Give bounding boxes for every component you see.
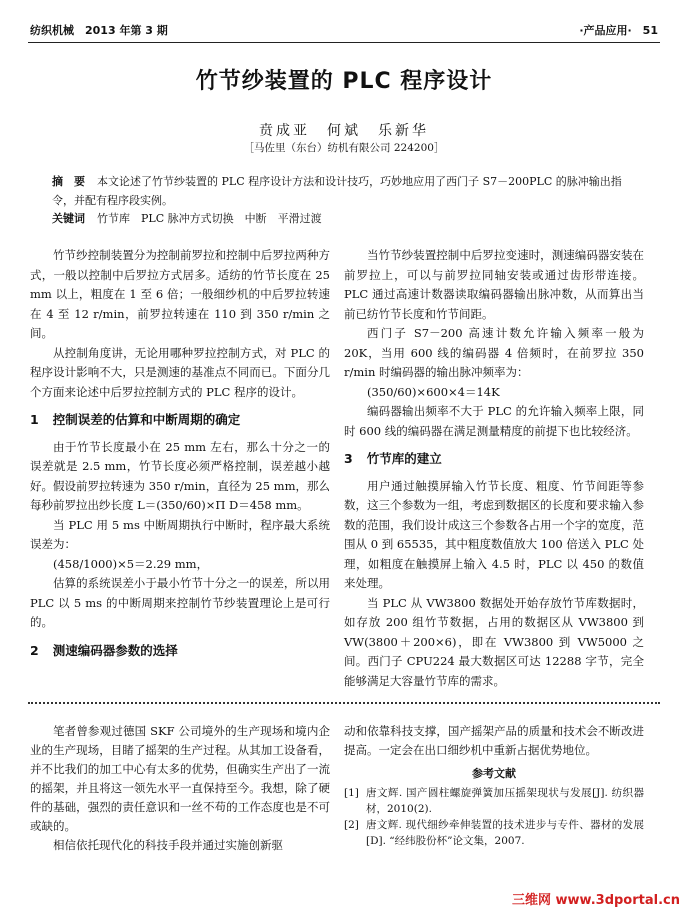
paragraph: 当 PLC 从 VW3800 数据处开始存放竹节库数据时，如存放 200 组竹节数据，占用的数据区从 VW3800 到 VW(3800＋200×6)，即在 VW3800 到 VW5000 之间。西门子 CPU224 最大数据区可达 12288 字节，完全能够满足大容量竹节库的需求。: [344, 595, 644, 688]
section-heading-1: [30, 410, 330, 430]
references-title: 参考文献: [472, 767, 516, 780]
paragraph: 西门子 S7－200 高速计数允许输入频率一般为 20K，当用 600 线的编码器 4 倍频时，在前罗拉 350 r/min 时编码器的输出脉冲频率为：: [344, 326, 644, 379]
paragraph: 用户通过触摸屏输入竹节长度、粗度、竹节间距等参数，这三个参数为一组，考虑到数据区的长度和要求输入参数的范围，我们设计成这三个参数各占用一个字的宽度，范围从 0 到 65535，其中粗度数值放大 100 倍送入 PLC 处理，如粗度在触摸屏上输入 4.5 时，PLC 以 450 的数值来处理。: [344, 478, 644, 590]
paragraph: 估算的系统误差小于最小竹节十分之一的误差，所以用 PLC 以 5 ms 的中断周期来控制竹节纱装置理论上是可行的。: [30, 576, 330, 629]
previous-article-right: [344, 722, 644, 849]
reference-item: [344, 785, 644, 817]
reference-number: [2]: [344, 819, 359, 831]
keywords-text: 竹节库 PLC 脉冲方式切换 中断 平滑过渡: [97, 212, 322, 225]
paragraph: 动和依靠科技支撑，国产摇架产品的质量和技术会不断改进提高。一定会在出口细纱机中重新占据优势地位。: [344, 724, 644, 757]
reference-number: [1]: [344, 787, 359, 799]
watermark: 三维网 www.3dportal.cn: [511, 893, 680, 908]
section-heading-2: [30, 641, 330, 661]
journal-issue: 纺织机械 2013 年第 3 期: [30, 24, 168, 37]
reference-text: 唐文辉. 国产圆柱螺旋弹簧加压摇架现状与发展[J]. 纺织器材，2010(2).: [366, 787, 644, 815]
paragraph: 从控制角度讲，无论用哪种罗拉控制方式，对 PLC 的程序设计影响不大，只是测速的基准点不同而已。下面分几个方面来论述中后罗拉控制方式的 PLC 程序的设计。: [30, 345, 330, 399]
paragraph: 竹节纱控制装置分为控制前罗拉和控制中后罗拉两种方式，一般以控制中后罗拉方式居多。适纺的竹节长度在 25 mm 以上，粗度在 1 至 6 倍；一般细纱机的中后罗拉转速在 4 至 12 r/min，前罗拉转速在 110 到 350 r/min 之间。: [30, 248, 330, 340]
keywords-label: 关键词: [52, 212, 85, 225]
abstract-text: 本文论述了竹节纱装置的 PLC 程序设计方法和设计技巧，巧妙地应用了西门子 S7－200PLC 的脉冲输出指令，并配有程序段实例。: [52, 175, 622, 207]
section-title: 竹节库的建立: [366, 451, 442, 466]
article-title: 竹节纱装置的 PLC 程序设计: [195, 69, 493, 94]
header-rule: [28, 42, 660, 43]
equation: (350/60)×600×4＝14K: [367, 384, 500, 399]
previous-article-left: [30, 722, 330, 855]
reference-text: 唐文辉. 现代细纱牵伸装置的技术进步与专件、器材的发展[D]. “经纬股份杯”论文集，2007.: [366, 819, 644, 847]
affiliation: ［马佐里（东台）纺机有限公司 224200］: [243, 142, 445, 154]
section-number: 2: [30, 642, 39, 658]
left-column: [30, 246, 330, 668]
section-page-number: ·产品应用· 51: [579, 24, 658, 37]
section-heading-3: [344, 449, 644, 469]
running-head: [30, 22, 658, 40]
section-title: 控制误差的估算和中断周期的确定: [52, 412, 241, 427]
article-separator: [28, 702, 660, 704]
section-number: 3: [344, 451, 353, 466]
paragraph: 编码器输出频率不大于 PLC 的允许输入频率上限，同时 600 线的编码器在满足测量精度的前提下也比较经济。: [344, 404, 644, 438]
paragraph: 当竹节纱装置控制中后罗拉变速时，测速编码器安装在前罗拉上，可以与前罗拉同轴安装或通过齿形带连接。PLC 通过高速计数器读取编码器输出脉冲数，从而算出当前已纺竹节长度和竹节间距。: [344, 248, 644, 321]
right-column: [344, 246, 644, 691]
paragraph: 当 PLC 用 5 ms 中断周期执行中断时，程序最大系统误差为：: [30, 517, 330, 551]
keywords: [52, 210, 636, 226]
paragraph: 笔者曾参观过德国 SKF 公司境外的生产现场和境内企业的生产现场，目睹了摇架的生产过程。从其加工设备看，并不比我们的加工中心有太多的优势，但确实生产出了一流的摇架，并且将这一领先水平一直保持至今。我想，除了硬件的基础，强烈的责任意识和一丝不苟的工作态度也是不可或缺的。: [30, 724, 330, 833]
section-number: 1: [30, 412, 39, 427]
reference-item: [344, 817, 644, 849]
paragraph: 相信依托现代化的科技手段并通过实施创新驱: [53, 838, 283, 852]
abstract-label: 摘 要: [52, 175, 85, 188]
authors: 贲成亚 何斌 乐新华: [259, 123, 429, 139]
paragraph: 由于竹节长度最小在 25 mm 左右，那么十分之一的误差就是 2.5 mm，竹节长度必须严格控制，误差越小越好。假设前罗拉转速为 350 r/min，直径为 25 mm，那么每秒前罗拉出纱长度 L＝(350/60)×Π D＝458 mm。: [30, 439, 330, 512]
equation: (458/1000)×5＝2.29 mm，: [53, 556, 209, 571]
abstract: [52, 172, 636, 210]
section-title: 测速编码器参数的选择: [52, 642, 178, 658]
